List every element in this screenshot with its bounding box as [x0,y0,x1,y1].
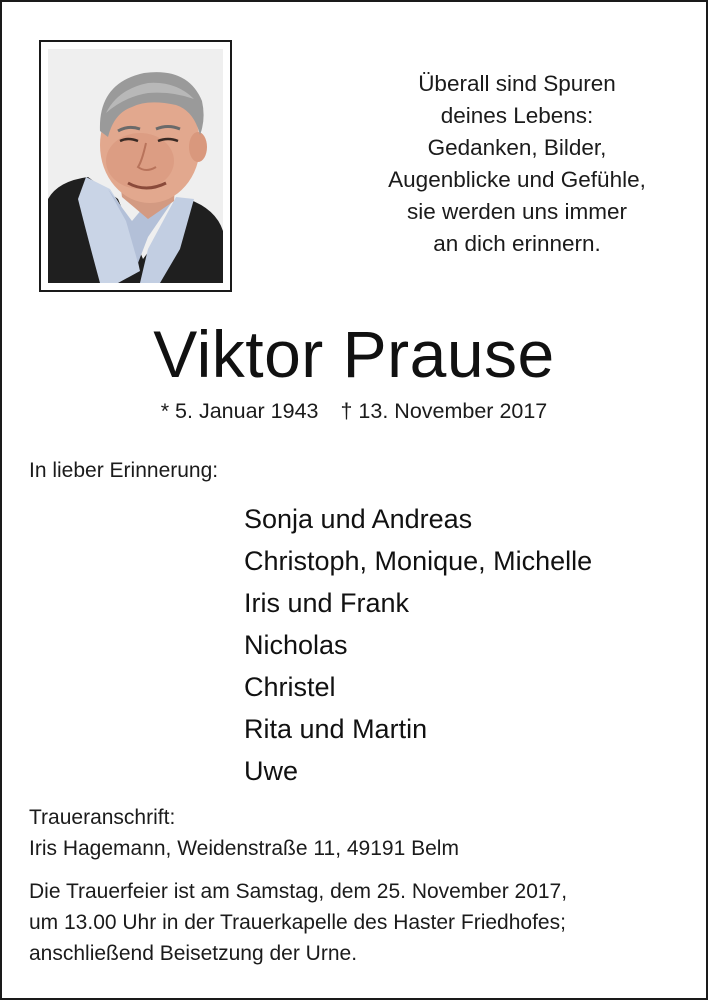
mourner-entry: Iris und Frank [244,588,410,618]
mourner-entry: Rita und Martin [244,714,428,744]
mourner-entry: Uwe [244,756,299,786]
birth-date: * 5. Januar 1943 [160,399,319,423]
death-date: † 13. November 2017 [340,399,548,423]
quote-line: deines Lebens: [440,103,594,128]
portrait-photo [48,49,223,283]
mourner-entry: Christoph, Monique, Michelle [244,546,593,576]
mourner-entry: Christel [244,672,336,702]
quote-line: an dich erinnern. [433,231,601,256]
life-dates [2,396,706,426]
quote-line: sie werden uns immer [406,199,628,224]
deceased-name: Viktor Prause [153,317,555,391]
address-label: Traueranschrift: [29,806,176,829]
quote-line: Gedanken, Bilder, [427,135,607,160]
remembrance-intro: In lieber Erinnerung: [29,459,219,482]
portrait-photo-frame [39,40,232,292]
mourner-list [244,498,592,792]
service-line: anschließend Beisetzung der Urne. [29,942,358,965]
memorial-quote [362,68,672,260]
funeral-service-info [29,876,567,969]
mourner-entry: Sonja und Andreas [244,504,473,534]
mourning-address [29,802,459,864]
quote-line: Überall sind Spuren [418,71,616,96]
mourner-entry: Nicholas [244,630,348,660]
service-line: um 13.00 Uhr in der Trauerkapelle des Haster Friedhofes; [29,911,566,934]
service-line: Die Trauerfeier ist am Samstag, dem 25. November 2017, [29,880,568,903]
address-line: Iris Hagemann, Weidenstraße 11, 49191 Belm [29,837,459,860]
quote-line: Augenblicke und Gefühle, [388,167,646,192]
